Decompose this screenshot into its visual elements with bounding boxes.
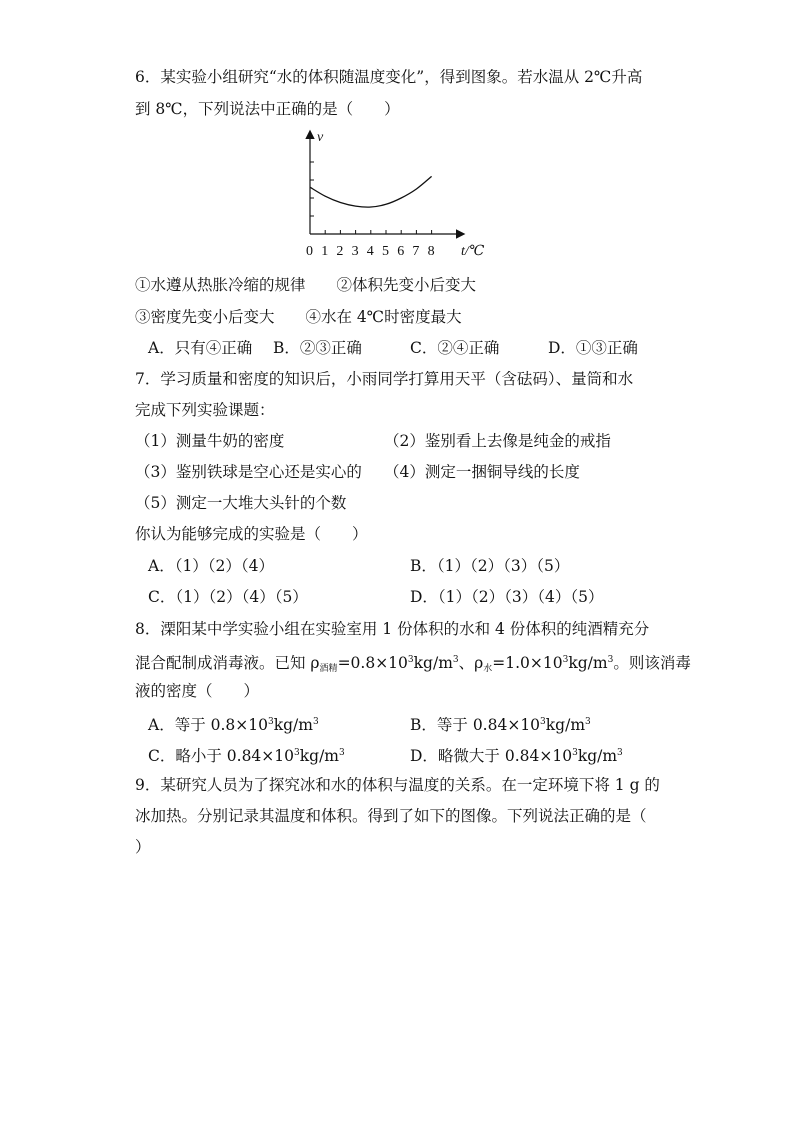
x-ticks [325,230,431,234]
x-tick-label-3: 3 [351,244,359,259]
q7-option-d[interactable]: D．（1）（2）（3）（4）（5） [410,588,604,606]
q8-option-d[interactable]: D．略微大于 $0.84\times 10^3kg/m^3$ [410,747,623,765]
q9-line2: 冰加热。分别记录其温度和体积。得到了如下的图像。下列说法正确的是（ [135,807,647,825]
data-curve [310,176,432,207]
x-tick-label-5: 5 [382,244,389,259]
x-tick-label-0: 0 [306,244,313,259]
q7-option-c[interactable]: C．（1）（2）（4）（5） [148,588,308,606]
q9-line1: 9．某研究人员为了探究冰和水的体积与温度的关系。在一定环境下将 1 g 的 [135,776,660,794]
q6-statements-line1: ①水遵从热胀冷缩的规律 ②体积先变小后变大 [135,276,477,294]
q6-option-d[interactable]: D．①③正确 [548,339,638,357]
x-tick-label-4: 4 [366,244,374,259]
x-tick-labels [306,244,435,259]
q7-option-a[interactable]: A．（1）（2）（4） [148,557,275,575]
q6-option-a[interactable]: A．只有④正确 [148,339,253,357]
q9-line3: ） [135,838,151,856]
q6-option-b[interactable]: B．②③正确 [273,339,362,357]
q8-line1: 8．溧阳某中学实验小组在实验室用 1 份体积的水和 4 份体积的纯酒精充分 [135,620,650,638]
q7-item5: （5）测定一大堆大头针的个数 [135,494,347,512]
q8-option-c[interactable]: C．略小于 $0.84\times 10^3kg/m^3$ [148,747,345,765]
x-tick-label-2: 2 [336,244,344,259]
q7-item3: （3）鉴别铁球是空心还是实心的 [135,463,362,481]
q7-line1: 7．学习质量和密度的知识后，小雨同学打算用天平（含砝码）、量筒和水 [135,370,634,388]
q8-line2: 混合配制成消毒液。已知 $\rho_{酒精}=0.8\times 10^3kg/m^3$、$\rho_水=1.0\times 10^3kg/m^3$。则该消毒 [135,654,691,674]
y-axis-label: v [317,130,324,145]
q8-line3: 液的密度（ ） [135,682,260,700]
x-tick-label-7: 7 [412,244,420,259]
q7-line2: 完成下列实验课题： [135,401,275,419]
q7-question: 你认为能够完成的实验是（ ） [135,525,368,543]
x-axis-label: t/℃ [461,244,485,259]
q7-option-b[interactable]: B．（1）（2）（3）（5） [410,557,570,575]
x-tick-label-6: 6 [397,244,405,259]
q8-option-b[interactable]: B．等于 $0.84\times 10^3kg/m^3$ [410,716,591,734]
q7-item1: （1）测量牛奶的密度 [135,432,285,450]
x-tick-label-1: 1 [321,244,329,259]
volume-temperature-graph [295,128,495,263]
q7-item4: （4）测定一捆铜导线的长度 [384,463,580,481]
x-tick-label-8: 8 [427,244,435,259]
q8-option-a[interactable]: A．等于 $0.8\times 10^3kg/m^3$ [148,716,319,734]
q6-statements-line2: ③密度先变小后变大 ④水在 4℃时密度最大 [135,308,462,326]
q7-item2: （2）鉴别看上去像是纯金的戒指 [384,432,611,450]
q6-line1: 6．某实验小组研究“水的体积随温度变化”，得到图象。若水温从 2℃升高 [135,68,643,86]
q6-line2: 到 8℃，下列说法中正确的是（ ） [135,100,400,118]
q6-option-c[interactable]: C．②④正确 [410,339,500,357]
